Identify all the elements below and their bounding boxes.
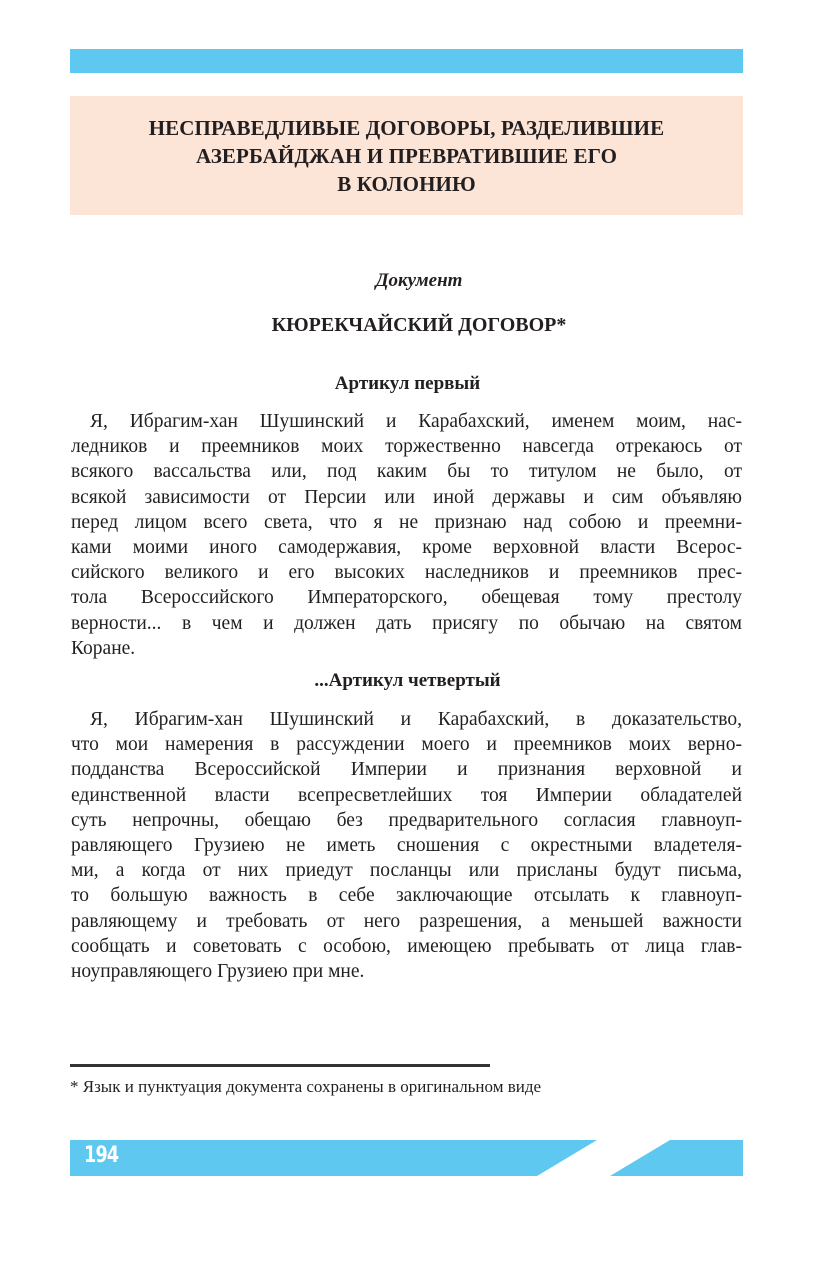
text-line: ноуправляющего Грузиею при мне. (71, 961, 365, 983)
text-line: Коране. (71, 637, 136, 659)
text-line: сийского великого и его высоких наследников и преемников прес- (71, 562, 742, 584)
text-line: Я, Ибрагим-хан Шушинский и Карабахский, в доказательство, (90, 709, 742, 730)
chapter-title-line: НЕСПРАВЕДЛИВЫЕ ДОГОВОРЫ, РАЗДЕЛИВШИЕ (148, 115, 665, 140)
footer-bar-left (70, 1140, 597, 1176)
text-line: всякого вассальства или, под каким бы то титулом не было, от (71, 461, 742, 483)
footnote: * Язык и пунктуация документа сохранены в оригинальном виде (70, 1077, 542, 1096)
text-line: перед лицом всего света, что я не признаю над собою и преемни- (71, 511, 742, 533)
text-line: ми, а когда от них приедут посланцы или присланы будут письма, (71, 860, 742, 882)
text-line: Я, Ибрагим-хан Шушинский и Карабахский, именем моим, нас- (90, 411, 742, 432)
text-line: равляющему и требовать от него разрешения, а меньшей важности (71, 910, 742, 932)
text-line: подданства Всероссийской Империи и признания верховной и (71, 759, 742, 781)
chapter-title-line: В КОЛОНИЮ (337, 171, 476, 196)
text-line: равляющего Грузиею не иметь сношения с окрестными владетеля- (71, 835, 742, 857)
text-line: суть непрочны, обещаю без предварительного согласия главноуп- (71, 809, 742, 831)
chapter-title-line: АЗЕРБАЙДЖАН И ПРЕВРАТИВШИЕ ЕГО (195, 143, 618, 168)
document-title: КЮРЕКЧАЙСКИЙ ДОГОВОР* (271, 314, 567, 336)
footer-bar-right (610, 1140, 743, 1176)
text-line: тола Всероссийского Императорского, обещевая тому престолу (71, 587, 742, 609)
text-line: единственной власти всепресветлейших тоя Империи обладателей (71, 784, 742, 806)
text-line: что мои намерения в рассуждении моего и преемников моих верно- (71, 734, 742, 756)
document-label: Документ (375, 270, 463, 291)
text-line: ледников и преемников моих торжественно навсегда отрекаюсь от (71, 436, 742, 458)
text-line: ками моими иного самодержавия, кроме верховной власти Всерос- (71, 537, 742, 559)
article-heading: Артикул первый (334, 373, 481, 394)
article-heading: ...Артикул четвертый (314, 670, 501, 691)
text-line: всякой зависимости от Персии или иной державы и сим объявляю (71, 486, 742, 508)
text-line: сообщать и советовать с особою, имеющею пребывать от лица глав- (71, 935, 742, 957)
text-line: то большую важность в себе заключающие отсылать к главноуп- (71, 885, 742, 907)
page-number: 194 (84, 1143, 119, 1168)
text-line: верности... в чем и должен дать присягу по обычаю на святом (71, 612, 742, 634)
